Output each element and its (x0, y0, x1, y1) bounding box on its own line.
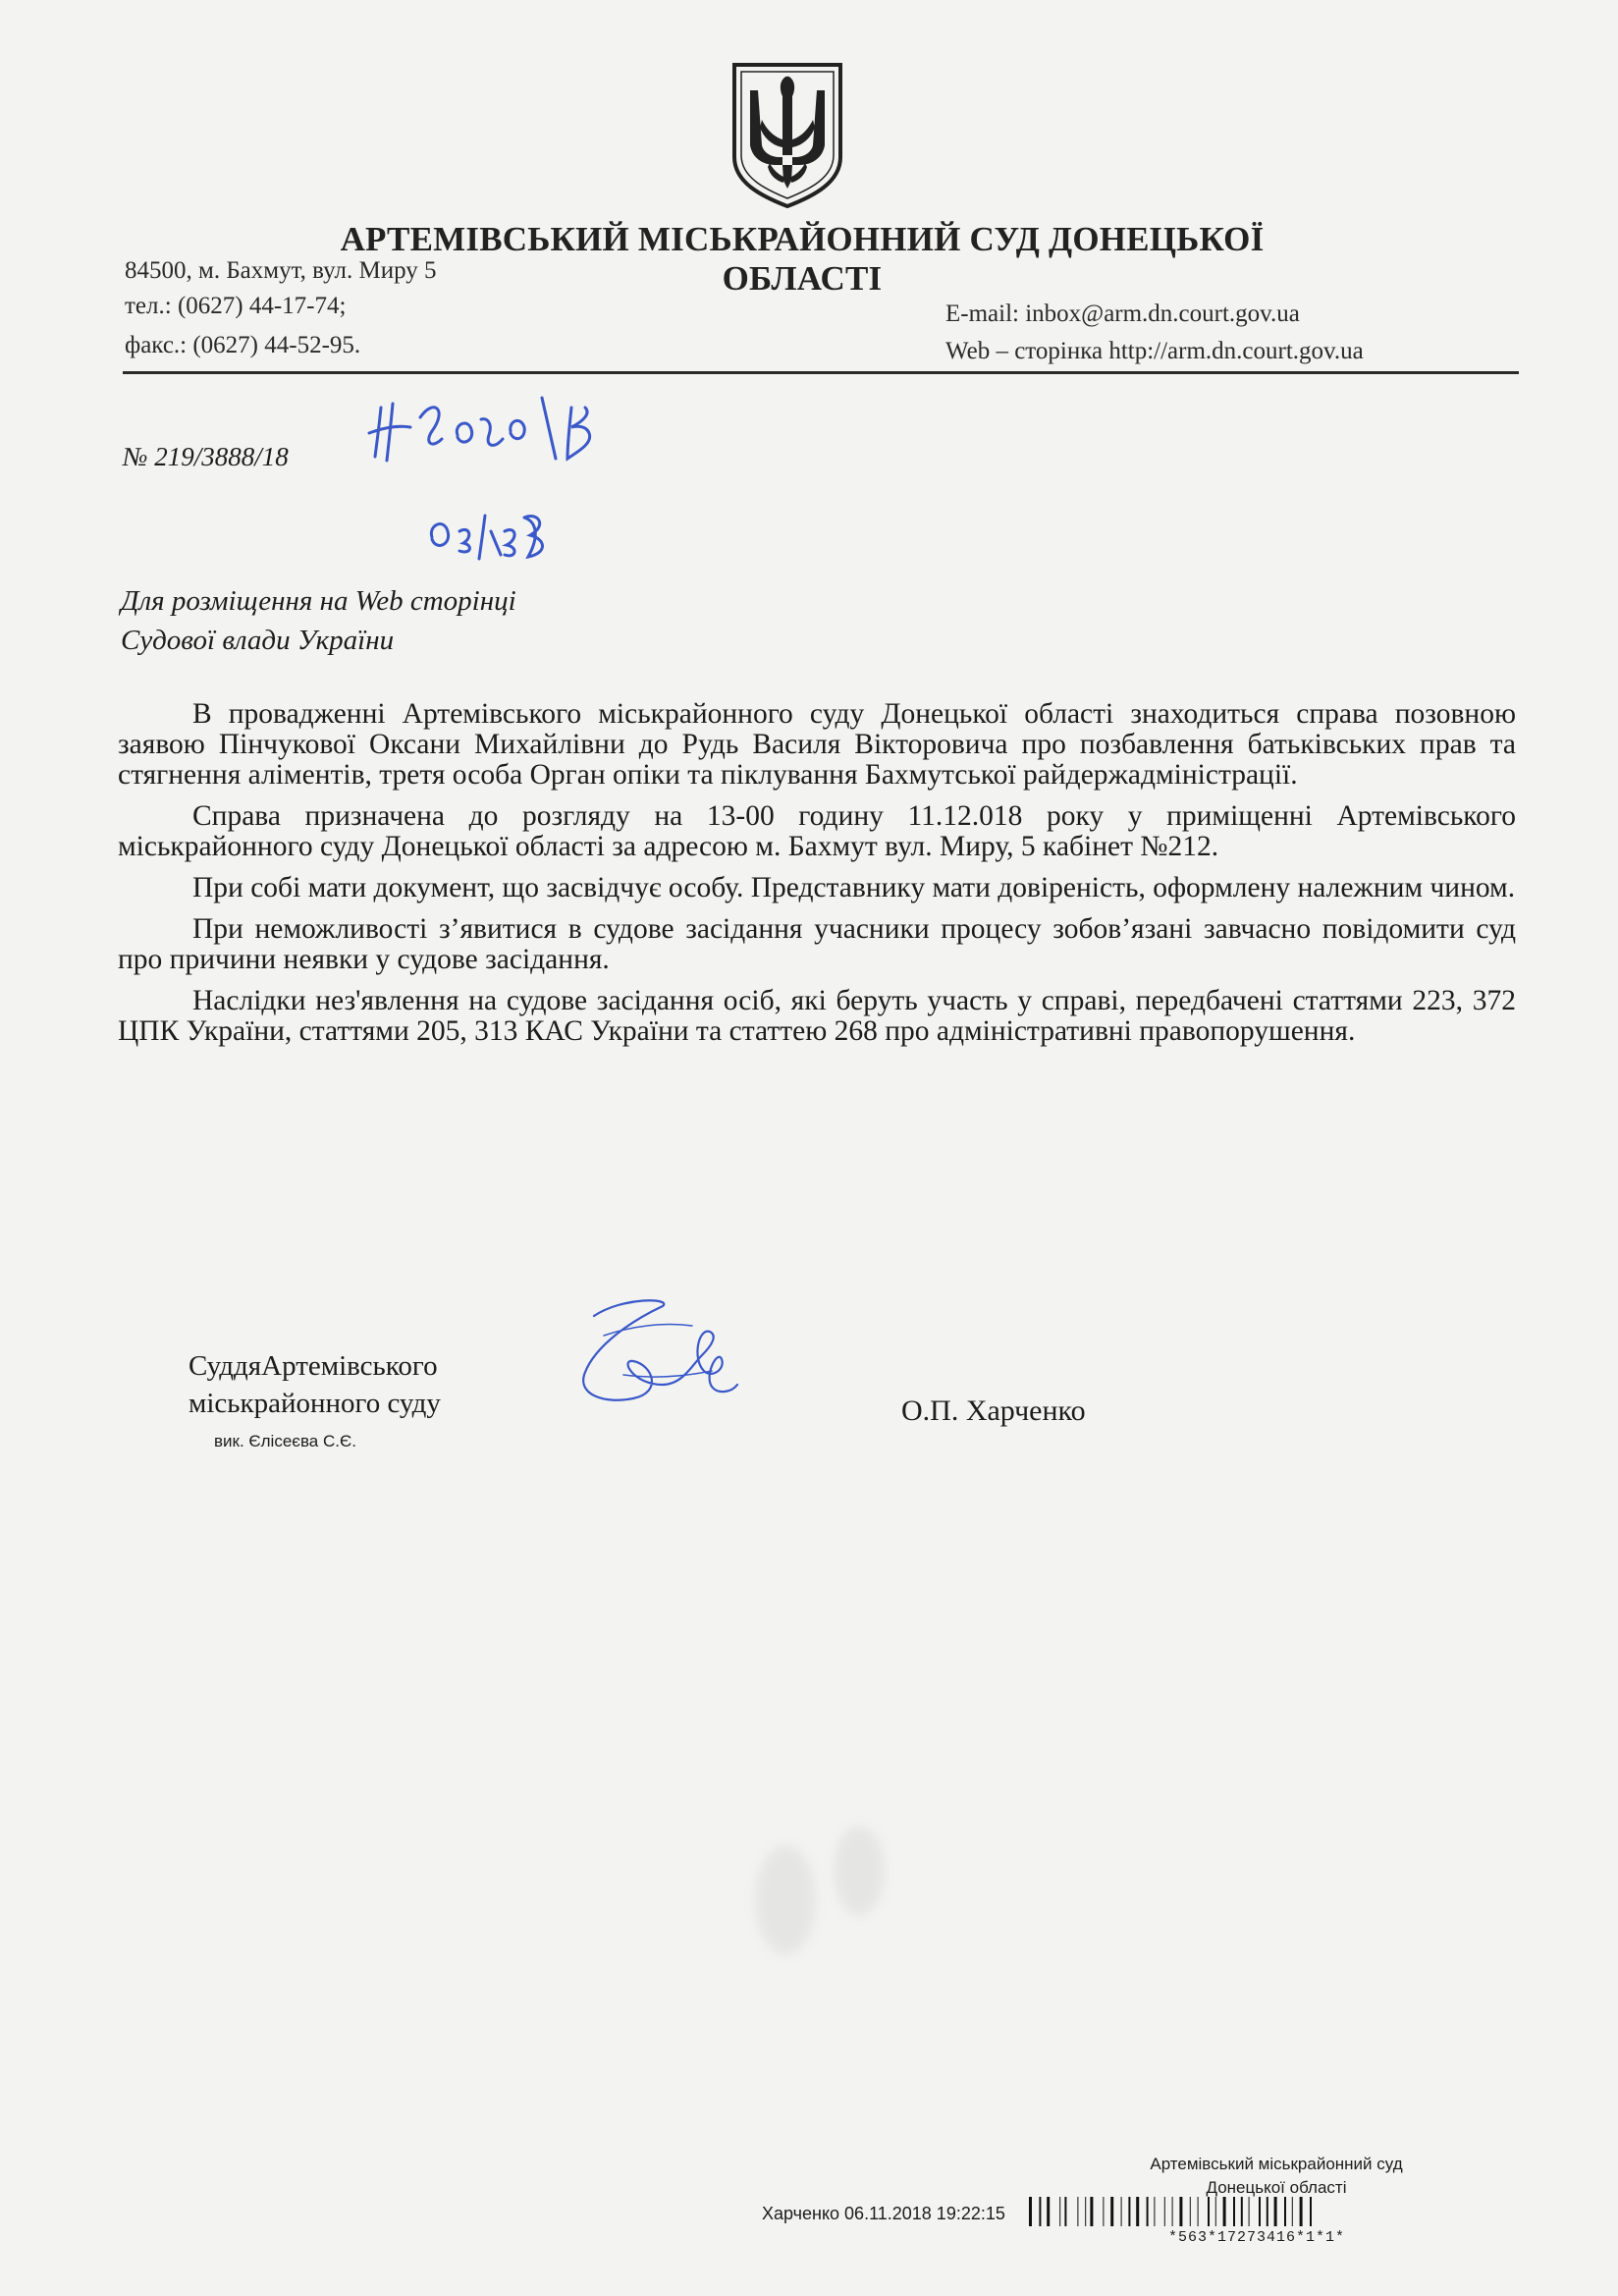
barcode-bar (1047, 2197, 1050, 2226)
barcode-bar (1121, 2197, 1122, 2226)
barcode-bar (1110, 2197, 1113, 2226)
handwritten-incoming-number (363, 378, 628, 471)
judge-name: О.П. Харченко (901, 1394, 1086, 1427)
barcode-bar (1029, 2197, 1032, 2226)
barcode-bar (1259, 2197, 1261, 2226)
registration-operator-datetime: Харченко 06.11.2018 19:22:15 (762, 2204, 1005, 2223)
case-reg-number: № 219/3888/18 (123, 442, 289, 471)
scan-smudge (756, 1846, 815, 1954)
handwritten-date (422, 496, 619, 570)
coat-of-arms-icon (728, 61, 846, 208)
body-paragraph-5: Наслідки нез'явлення на судове засідання осіб, які беруть участь у справі, передбачені статтями 223, 372 ЦПК України, статтями 205, 313 КАС України та статтею 268 про адміністративні правопорушення. (118, 985, 1516, 1047)
executor-note: вик. Єлісеєва С.Є. (214, 1432, 356, 1450)
court-email: E-mail: inbox@arm.dn.court.gov.ua (945, 301, 1300, 327)
body-paragraph-4: При неможливості з’явитися в судове засідання учасники процесу зобов’язані завчасно повідомити суд про причини неявки у судове засідання. (118, 913, 1516, 975)
barcode-bar (1077, 2197, 1078, 2226)
barcode-bar (1090, 2197, 1093, 2226)
barcode-bar (1267, 2197, 1268, 2226)
barcode-bar (1039, 2197, 1041, 2226)
body-paragraph-1: В провадженні Артемівського міськрайонного суду Донецької області знаходиться справа позовною заявою Пінчукової Оксани Михайлівни до Рудь Василя Вікторовича про позбавлення батьківських прав та стягнення аліментів, третя особа Орган опіки та піклування Бахмутської райдержадміністрації. (118, 698, 1516, 791)
body-paragraph-2: Справа призначена до розгляду на 13-00 годину 11.12.018 року у приміщенні Артемівського міськрайонного суду Донецької області за адресою м. Бахмут вул. Миру, 5 кабінет №212. (118, 800, 1516, 862)
body-paragraph-3: При собі мати документ, що засвідчує особу. Представнику мати довіреність, оформлену належним чином. (192, 872, 1516, 903)
barcode-bar (1292, 2197, 1293, 2226)
judge-signature (565, 1277, 781, 1424)
barcode-bar (1249, 2197, 1250, 2226)
barcode-bar (1085, 2197, 1086, 2226)
barcode-bar (1241, 2197, 1243, 2226)
court-website: Web – сторінка http://arm.dn.court.gov.ua (945, 338, 1364, 364)
barcode-bar (1208, 2197, 1210, 2226)
registration-stamp-court (1080, 2153, 1473, 2200)
barcode-bar (1310, 2197, 1312, 2226)
barcode-bar (1284, 2197, 1286, 2226)
barcode-bar (1190, 2197, 1191, 2226)
court-fax: факс.: (0627) 44-52-95. (125, 332, 361, 358)
court-name-title: АРТЕМІВСЬКИЙ МІСЬКРАЙОННИЙ СУД ДОНЕЦЬКОЇ ОБЛАСТІ (340, 220, 1265, 298)
barcode-number: *563*17273416*1*1* (1168, 2229, 1346, 2246)
barcode-bar (1128, 2197, 1130, 2226)
barcode-bar (1147, 2197, 1149, 2226)
barcode-bar (1103, 2197, 1104, 2226)
barcode-bar (1223, 2197, 1226, 2226)
court-address: 84500, м. Бахмут, вул. Миру 5 (125, 257, 437, 284)
court-phone: тел.: (0627) 44-17-74; (125, 293, 347, 319)
barcode-bar (1233, 2197, 1235, 2226)
barcode-bar (1300, 2197, 1303, 2226)
recipient-line-1: Для розміщення на Web сторінці (121, 585, 516, 617)
stamp-court-line-2: Донецької області (1206, 2178, 1347, 2197)
letter-body (118, 699, 1516, 1058)
barcode-bar (1179, 2197, 1182, 2226)
barcode-bar (1154, 2197, 1155, 2226)
barcode-bar (1198, 2197, 1199, 2226)
judge-title (189, 1347, 441, 1422)
barcode-bar (1059, 2197, 1060, 2226)
scan-smudge (835, 1827, 884, 1915)
stamp-court-line-1: Артемівський міськрайонний суд (1150, 2155, 1403, 2173)
barcode-bar (1164, 2197, 1165, 2226)
barcode-bar (1215, 2197, 1216, 2226)
barcode-bar (1172, 2197, 1173, 2226)
header-divider (123, 371, 1519, 374)
judge-title-line-1: СуддяАртемівського (189, 1350, 438, 1382)
barcode-bar (1136, 2197, 1139, 2226)
barcode-bar (1064, 2197, 1066, 2226)
recipient-line-2: Судової влади України (121, 625, 395, 656)
barcode-bar (1274, 2197, 1277, 2226)
judge-title-line-2: міськрайонного суду (189, 1388, 441, 1419)
